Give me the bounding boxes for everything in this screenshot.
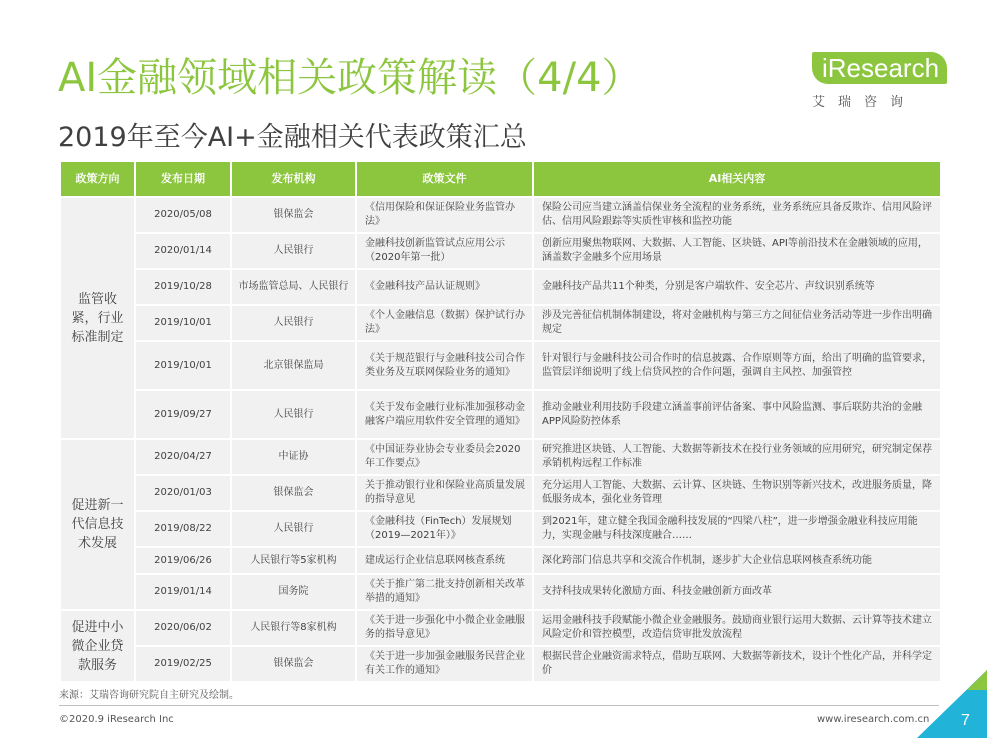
cell-doc: 《金融科技产品认证规则》	[357, 270, 532, 304]
cell-content: 推动金融业利用技防手段建立涵盖事前评估备案、事中风险监测、事后联防共治的金融APP风险防控体系	[534, 391, 940, 438]
page-subtitle: 2019年至今AI+金融相关代表政策汇总	[58, 122, 527, 153]
cell-date: 2020/01/03	[136, 476, 230, 510]
cell-doc: 《个人金融信息（数据）保护试行办法》	[357, 306, 532, 340]
header-doc: 政策文件	[357, 162, 532, 196]
cell-org: 银保监会	[232, 476, 355, 510]
cell-org: 人民银行等8家机构	[232, 611, 355, 645]
cell-org: 国务院	[232, 575, 355, 609]
table-row	[61, 198, 940, 232]
header-org: 发布机构	[232, 162, 355, 196]
copyright: ©2020.9 iResearch Inc	[59, 714, 174, 725]
cell-doc: 金融科技创新监管试点应用公示（2020年第一批）	[357, 234, 532, 268]
table-row	[61, 440, 940, 474]
cell-date: 2019/10/01	[136, 342, 230, 389]
cell-date: 2019/06/26	[136, 548, 230, 573]
cell-content: 涉及完善征信机制体制建设，将对金融机构与第三方之间征信业务活动等进一步作出明确规定	[534, 306, 940, 340]
cell-doc: 《关于推广第二批支持创新相关改革举措的通知》	[357, 575, 532, 609]
cell-org: 人民银行	[232, 512, 355, 546]
page-title: AI金融领域相关政策解读（4/4）	[58, 55, 642, 101]
cell-content: 针对银行与金融科技公司合作时的信息披露、合作原则等方面，给出了明确的监管要求，监管层详细说明了线上信贷风控的合作问题，强调自主风控、加强管控	[534, 342, 940, 389]
cell-date: 2020/06/02	[136, 611, 230, 645]
cell-org: 北京银保监局	[232, 342, 355, 389]
cell-content: 充分运用人工智能、大数据、云计算、区块链、生物识别等新兴技术，改进服务质量，降低服务成本，强化业务管理	[534, 476, 940, 510]
source-note: 来源：艾瑞咨询研究院自主研究及绘制。	[59, 690, 239, 701]
cell-date: 2019/01/14	[136, 575, 230, 609]
cell-org: 市场监管总局、人民银行	[232, 270, 355, 304]
policy-direction: 促进中小微企业贷款服务	[61, 611, 134, 681]
logo-tagline: 艾瑞咨询	[812, 95, 917, 110]
cell-doc: 《金融科技（FinTech）发展规划（2019—2021年）》	[357, 512, 532, 546]
policy-direction: 促进新一代信息技术发展	[61, 440, 134, 609]
cell-date: 2020/01/14	[136, 234, 230, 268]
table-row	[61, 270, 940, 304]
cell-content: 到2021年，建立健全我国金融科技发展的“四梁八柱”，进一步增强金融业科技应用能力，实现金融与科技深度融合……	[534, 512, 940, 546]
table-row	[61, 611, 940, 645]
table-row	[61, 575, 940, 609]
table-row	[61, 476, 940, 510]
cell-doc: 《关于进一步加强金融服务民营企业有关工作的通知》	[357, 647, 532, 681]
cell-content: 研究推进区块链、人工智能、大数据等新技术在投行业务领域的应用研究，研究制定保荐承销机构远程工作标准	[534, 440, 940, 474]
header-date: 发布日期	[136, 162, 230, 196]
cell-doc: 《关于进一步强化中小微企业金融服务的指导意见》	[357, 611, 532, 645]
cell-date: 2019/09/27	[136, 391, 230, 438]
cell-org: 人民银行等5家机构	[232, 548, 355, 573]
logo-wordmark: iResearch	[812, 52, 947, 84]
cell-doc: 建成运行企业信息联网核查系统	[357, 548, 532, 573]
cell-date: 2019/10/28	[136, 270, 230, 304]
cell-date: 2019/10/01	[136, 306, 230, 340]
cell-org: 银保监会	[232, 198, 355, 232]
policy-direction: 监管收紧，行业标准制定	[61, 198, 134, 438]
table-row	[61, 391, 940, 438]
footer-divider	[59, 705, 939, 706]
table-header-row	[61, 162, 940, 196]
cell-doc: 关于推动银行业和保险业高质量发展的指导意见	[357, 476, 532, 510]
table-row	[61, 548, 940, 573]
cell-content: 创新应用聚焦物联网、大数据、人工智能、区块链、API等前沿技术在金融领域的应用，涵盖数字金融多个应用场景	[534, 234, 940, 268]
website-link[interactable]: www.iresearch.com.cn	[817, 714, 930, 725]
cell-org: 人民银行	[232, 234, 355, 268]
cell-content: 金融科技产品共11个种类，分别是客户端软件、安全芯片、声纹识别系统等	[534, 270, 940, 304]
table-row	[61, 234, 940, 268]
table-row	[61, 306, 940, 340]
cell-org: 中证协	[232, 440, 355, 474]
cell-content: 根据民营企业融资需求特点，借助互联网、大数据等新技术，设计个性化产品，并科学定价	[534, 647, 940, 681]
cell-doc: 《关于规范银行与金融科技公司合作类业务及互联网保险业务的通知》	[357, 342, 532, 389]
table-row	[61, 342, 940, 389]
cell-date: 2020/04/27	[136, 440, 230, 474]
policy-table	[59, 160, 942, 683]
cell-doc: 《信用保险和保证保险业务监管办法》	[357, 198, 532, 232]
cell-content: 运用金融科技手段赋能小微企业金融服务。鼓励商业银行运用大数据、云计算等技术建立风险定价和管控模型，改造信贷审批发放流程	[534, 611, 940, 645]
cell-date: 2020/05/08	[136, 198, 230, 232]
page-number: 7	[961, 712, 970, 729]
table-row	[61, 647, 940, 681]
header-content: AI相关内容	[534, 162, 940, 196]
cell-content: 深化跨部门信息共享和交流合作机制，逐步扩大企业信息联网核查系统功能	[534, 548, 940, 573]
cell-org: 人民银行	[232, 391, 355, 438]
cell-date: 2019/08/22	[136, 512, 230, 546]
table-row	[61, 512, 940, 546]
corner-decoration	[917, 670, 987, 738]
iresearch-logo	[812, 46, 942, 112]
header-direction: 政策方向	[61, 162, 134, 196]
cell-date: 2019/02/25	[136, 647, 230, 681]
cell-content: 保险公司应当建立涵盖信保业务全流程的业务系统，业务系统应具备反欺诈、信用风险评估、信用风险跟踪等实质性审核和监控功能	[534, 198, 940, 232]
cell-doc: 《关于发布金融行业标准加强移动金融客户端应用软件安全管理的通知》	[357, 391, 532, 438]
cell-doc: 《中国证券业协会专业委员会2020年工作要点》	[357, 440, 532, 474]
cell-content: 支持科技成果转化激励方面、科技金融创新方面改革	[534, 575, 940, 609]
cell-org: 银保监会	[232, 647, 355, 681]
cell-org: 人民银行	[232, 306, 355, 340]
